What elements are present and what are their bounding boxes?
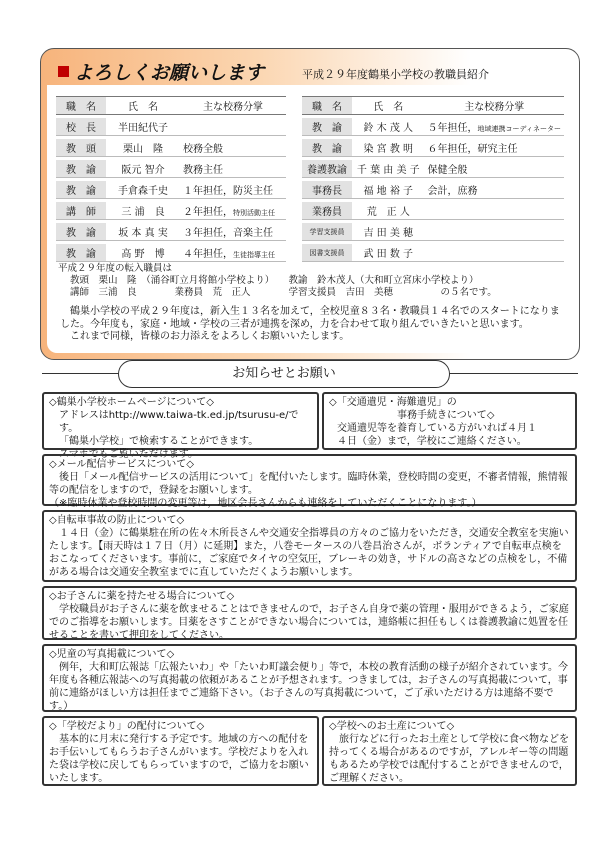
page-subtitle: 平成２９年度鶴巣小学校の教職員紹介 xyxy=(302,68,489,81)
staff-duty xyxy=(180,118,286,136)
staff-duty-text: ３年担任，音楽主任 xyxy=(183,228,273,239)
staff-duty xyxy=(180,160,286,178)
staff-name: 高 野 博 xyxy=(106,244,180,262)
notice-title: ◇児童の写真掲載について◇ xyxy=(49,649,175,660)
traffic-body-1: 交通遺児等を養育している方がいれば４月１ xyxy=(337,423,537,434)
staff-name: 阪元 智介 xyxy=(106,160,180,178)
accident-body: １４日（金）に鶴巣駐在所の佐々木所長さんや交通安全指導員の方々のご協力をいただき，交通安全教室を実施いたします。【雨天時は１７日（月）に延期】また，八巻モータースの八巻昌治さんが，ボランティアで自転車点検をおこなってくださいます。事前に，ご家庭でタイヤの空気圧，ブレーキの効き，サドルの高さなどの点検をし，不備がある場合は交通安全教室までに直していただくようお願いします。 xyxy=(49,528,569,578)
notice-homepage xyxy=(42,392,319,460)
staff-duty xyxy=(425,202,564,220)
notice-title: ◇「交通遺児・海難遺児」の xyxy=(329,397,457,408)
notice-traffic-orphan xyxy=(322,392,577,450)
staff-name: 半田紀代子 xyxy=(106,118,180,136)
staff-role: 校 長 xyxy=(56,118,106,136)
staff-row xyxy=(302,118,564,136)
transfer-line-1: 教頭 栗山 隆 （涌谷町立月将館小学校より） 教諭 鈴木茂人（大和町立宮床小学校より） xyxy=(70,275,479,286)
staff-role: 教 諭 xyxy=(302,139,352,157)
staff-duty-small: 生徒指導主任 xyxy=(233,251,275,259)
staff-role: 教 諭 xyxy=(56,181,106,199)
notice-title: ◇お子さんに薬を持たせる場合について◇ xyxy=(49,591,235,602)
staff-name: 武 田 数 子 xyxy=(352,244,425,262)
staff-row xyxy=(56,160,286,178)
staff-row xyxy=(56,202,286,220)
staff-duty-text: 保健全般 xyxy=(427,165,468,176)
dayori-body: 基本的に月末に発行する予定です。地域の方への配付をお手伝いしてもらうお子さんがいます。学校だよりを入れた袋は学校に戻してもらっていますので，ご協力をお願いいたします。 xyxy=(49,734,309,784)
medicine-body: 学校職員がお子さんに薬を飲ませることはできませんので，お子さん自身で薬の管理・服用ができるよう，ご家庭でのご指導をお願いします。目薬をさすことができない場合については，連絡帳に担任もしくは養護教諭に処置を任せることを書いて押印をしてください。 xyxy=(49,604,569,641)
page-title xyxy=(58,58,264,85)
staff-table-right xyxy=(302,93,564,265)
staff-name: 三 浦 良 xyxy=(106,202,180,220)
staff-duty xyxy=(180,181,286,199)
staff-duty-small: 特別活動主任 xyxy=(233,209,275,217)
staff-duty xyxy=(425,139,564,157)
staff-role: 教 諭 xyxy=(56,160,106,178)
notice-medicine xyxy=(42,586,577,640)
table-header-row xyxy=(302,96,564,115)
souvenir-body: 旅行などに行ったお土産として学校に食べ物などを持ってくる場合があるのですが，アレルギー等の問題もあるため学校では配付することができませんので，ご理解ください。 xyxy=(329,734,569,784)
table-header-row xyxy=(56,96,286,115)
staff-duty xyxy=(180,139,286,157)
staff-row xyxy=(56,244,286,262)
notice-newsletter xyxy=(42,716,319,786)
notice-bicycle-safety xyxy=(42,510,577,582)
staff-duty xyxy=(425,244,564,262)
staff-name: 吉 田 美 穂 xyxy=(352,223,425,241)
staff-duty xyxy=(180,244,286,262)
staff-name: 鈴 木 茂 人 xyxy=(352,118,425,136)
staff-duty-small: 地域連携コーディネーター xyxy=(477,125,561,133)
welcome-text-2: これまで同様，皆様のお力添えをよろしくお願いいたします。 xyxy=(60,331,350,342)
staff-role: 講 師 xyxy=(56,202,106,220)
staff-name: 栗山 隆 xyxy=(106,139,180,157)
col-duty: 主な校務分掌 xyxy=(425,96,564,115)
staff-role: 教 諭 xyxy=(56,223,106,241)
staff-name: 坂 本 真 実 xyxy=(106,223,180,241)
homepage-url-text: アドレスはhttp://www.taiwa-tk.ed.jp/tsurusu-e/です。 xyxy=(59,410,299,434)
notice-mail xyxy=(42,454,577,509)
staff-name: 福 地 裕 子 xyxy=(352,181,425,199)
notice-title: ◇「学校だより」の配付について◇ xyxy=(49,721,205,732)
staff-role: 学習支援員 xyxy=(302,223,352,241)
staff-duty xyxy=(425,223,564,241)
staff-duty xyxy=(425,160,564,178)
staff-duty-text: 教務主任 xyxy=(183,165,223,176)
notice-title: ◇メール配信サービスについて◇ xyxy=(49,459,194,470)
staff-row xyxy=(56,139,286,157)
staff-role: 事務長 xyxy=(302,181,352,199)
staff-row xyxy=(56,181,286,199)
staff-duty xyxy=(425,118,564,136)
staff-row xyxy=(302,223,564,241)
staff-name: 千 葉 由 美 子 xyxy=(352,160,425,178)
notices-heading: お知らせとお願い xyxy=(118,360,450,388)
staff-duty-text: ４年担任， xyxy=(183,249,233,260)
staff-duty-text: ５年担任， xyxy=(427,123,478,134)
staff-role: 教 諭 xyxy=(302,118,352,136)
homepage-search-text: 「鶴巣小学校」で検索することができます。 xyxy=(59,436,259,447)
mail-body: 後日「メール配信サービスの活用について」を配付いたします。臨時休業，登校時間の変更，不審者情報，熊情報等の配信をしますので，登録をお願いします。 xyxy=(49,472,568,496)
welcome-message xyxy=(60,306,565,344)
notice-photo xyxy=(42,644,577,712)
transfer-info xyxy=(58,263,497,299)
staff-role: 教 諭 xyxy=(56,244,106,262)
staff-duty-text: 会計，庶務 xyxy=(427,186,478,197)
staff-role: 図書支援員 xyxy=(302,244,352,262)
staff-row xyxy=(302,202,564,220)
col-name: 氏 名 xyxy=(106,96,180,115)
staff-row xyxy=(56,223,286,241)
staff-role: 業務員 xyxy=(302,202,352,220)
col-role: 職 名 xyxy=(302,96,352,115)
notice-title: ◇鶴巣小学校ホームページについて◇ xyxy=(49,397,214,408)
col-role: 職 名 xyxy=(56,96,106,115)
red-square-icon xyxy=(58,66,69,77)
staff-table-left xyxy=(56,93,286,265)
staff-duty xyxy=(425,181,564,199)
staff-duty xyxy=(180,202,286,220)
staff-duty xyxy=(180,223,286,241)
transfer-line-2: 講師 三浦 良 業務員 荒 正人 学習支援員 吉田 美穂 の５名です。 xyxy=(70,287,497,298)
traffic-body-2: ４日（金）まで，学校にご連絡ください。 xyxy=(337,436,527,447)
notice-title: ◇自転車事故の防止について◇ xyxy=(49,515,185,526)
staff-duty-text: 校務全般 xyxy=(183,144,223,155)
col-name: 氏 名 xyxy=(352,96,425,115)
staff-duty-text: ２年担任， xyxy=(183,207,233,218)
staff-duty-text: ６年担任，研究主任 xyxy=(427,144,518,155)
notice-title: ◇学校へのお土産について◇ xyxy=(329,721,455,732)
mail-body-2: （※臨時休業や登校時間の変更等は，地区会長さんからも連絡をしていただくことになります。） xyxy=(49,498,482,509)
staff-row xyxy=(302,160,564,178)
staff-row xyxy=(302,181,564,199)
staff-name: 手倉森千史 xyxy=(106,181,180,199)
staff-role: 教 頭 xyxy=(56,139,106,157)
notice-title-2: 事務手続きについて◇ xyxy=(397,410,495,421)
notice-souvenir xyxy=(322,716,577,786)
staff-row xyxy=(302,139,564,157)
staff-duty-text: １年担任，防災主任 xyxy=(183,186,273,197)
staff-name: 染 宮 教 明 xyxy=(352,139,425,157)
welcome-text: 鶴巣小学校の平成２９年度は，新入生１３名を加えて，全校児童８３名・教職員１４名でのスタートになりました。今年度も，家庭・地域・学校の三者が連携を深め，力を合わせて取り組んでいきたいと思います。 xyxy=(60,306,560,330)
homepage-smartphone-text: スマホでもご覧いただけます。 xyxy=(59,449,198,460)
staff-row xyxy=(56,118,286,136)
title-text: よろしくお願いします xyxy=(74,62,265,84)
col-duty: 主な校務分掌 xyxy=(180,96,286,115)
staff-name: 荒 正 人 xyxy=(352,202,425,220)
transfer-title: 平成２９年度の転入職員は xyxy=(58,263,173,274)
staff-role: 養護教諭 xyxy=(302,160,352,178)
staff-row xyxy=(302,244,564,262)
photo-body: 例年，大和町広報誌「広報たいわ」や「たいわ町議会便り」等で，本校の教育活動の様子が紹介されています。今年度も各種広報誌への写真掲載の依頼があることが予想されます。つきましては，お子さんの写真掲載について，事前に連絡がほしい方は担任までご連絡下さい。（お子さんの写真掲載について，ご了承いただける方は連絡不要です。） xyxy=(49,662,568,712)
